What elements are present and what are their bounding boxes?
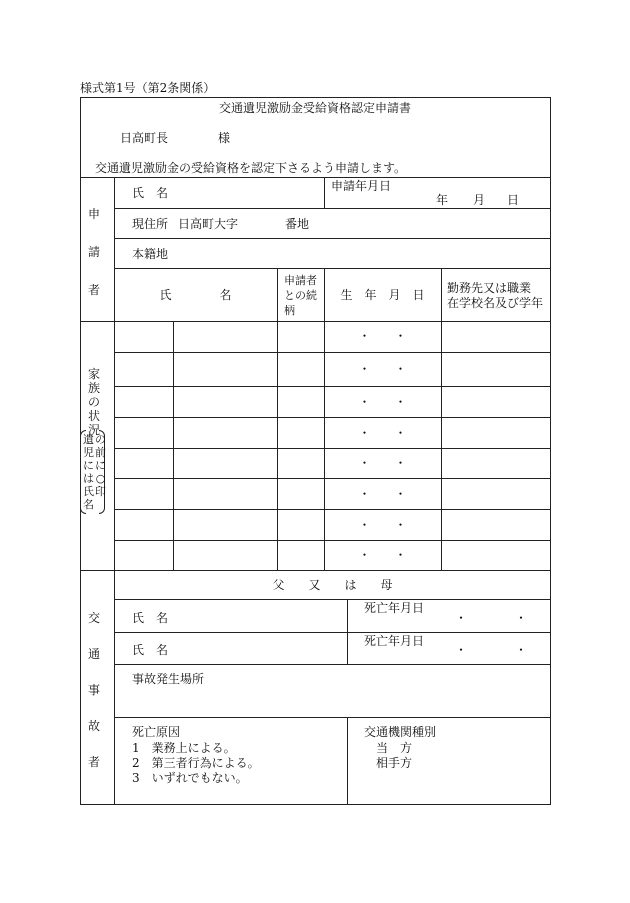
line-label-column [114, 177, 115, 805]
parent-1-name-label: 氏 名 [132, 611, 169, 625]
line-applicant-row1 [114, 208, 551, 209]
family-header-birth: 生 年 月 日 [340, 288, 425, 302]
parent-1-death-date: ・ ・ [455, 611, 528, 625]
accident-place-label: 事故発生場所 [132, 672, 205, 686]
line-applicant-row3 [114, 268, 551, 269]
form-number: 様式第1号（第2条関係） [80, 81, 216, 95]
domicile-label: 本籍地 [132, 247, 169, 261]
death-cause-1: 1 業務上による。 [132, 741, 236, 755]
family-header-name: 氏 名 [159, 288, 232, 302]
line-family-row2 [114, 386, 551, 387]
application-date-label: 申請年月日 [331, 179, 392, 193]
family-row-4-birth: ・ ・ [358, 426, 407, 440]
application-date-year: 年 [436, 193, 449, 207]
transport-type-label: 交通機関種別 [364, 725, 437, 739]
family-note-col1: 遺 児 に は 氏 名 [83, 433, 94, 511]
line-family-top [80, 321, 551, 322]
line-family-row4 [114, 448, 551, 449]
line-accident-row1 [114, 599, 551, 600]
line-accident-top [80, 570, 551, 571]
address-banchi: 番地 [285, 217, 310, 231]
line-accident-row3 [114, 664, 551, 665]
death-cause-label: 死亡原因 [132, 725, 181, 739]
family-section-label: 家 族 の 状 況 [88, 367, 101, 437]
family-row-6-birth: ・ ・ [358, 487, 407, 501]
line-col-work [441, 268, 442, 570]
addressee-honorific: 様 [218, 131, 231, 145]
application-date-day: 日 [507, 193, 520, 207]
addressee: 日高町長 [120, 131, 169, 145]
family-header-work: 勤務先又は職業 在学校名及び学年 [447, 281, 544, 310]
parent-2-death-date-label: 死亡年月日 [364, 634, 425, 648]
line-family-row1 [114, 352, 551, 353]
address-town: 日高町大字 [178, 217, 239, 231]
family-row-7-birth: ・ ・ [358, 518, 407, 532]
line-applicant-row2 [114, 238, 551, 239]
line-death-date-divider [347, 599, 348, 664]
family-row-1-birth: ・ ・ [358, 329, 407, 343]
parent-2-name-label: 氏 名 [132, 643, 169, 657]
death-cause-3: 3 いずれでもない。 [132, 771, 248, 785]
line-col-name-split [173, 321, 174, 570]
applicant-section-label: 申 請 者 [88, 207, 101, 297]
family-row-2-birth: ・ ・ [358, 362, 407, 376]
parent-1-death-date-label: 死亡年月日 [364, 601, 425, 615]
family-row-5-birth: ・ ・ [358, 456, 407, 470]
line-applicant-top [80, 177, 551, 178]
transport-option-own: 当 方 [376, 741, 413, 755]
line-family-row3 [114, 417, 551, 418]
line-family-row5 [114, 478, 551, 479]
transport-option-other: 相手方 [376, 756, 413, 770]
death-cause-2: 2 第三者行為による。 [132, 756, 260, 770]
request-sentence: 交通遺児激励金の受給資格を認定下さるよう申請します。 [95, 161, 407, 175]
line-family-row7 [114, 540, 551, 541]
address-label: 現住所 [132, 217, 169, 231]
family-row-3-birth: ・ ・ [358, 395, 407, 409]
line-accident-row4 [114, 717, 551, 718]
application-date-month: 月 [473, 193, 486, 207]
family-row-8-birth: ・ ・ [358, 548, 407, 562]
line-family-row6 [114, 509, 551, 510]
parent-header: 父 又 は 母 [272, 578, 393, 592]
line-date-divider [324, 177, 325, 208]
family-note-col2: の 前 に ○ 印 [95, 433, 106, 498]
family-header-relation: 申請者 との続 柄 [284, 274, 317, 317]
line-accident-row2 [114, 632, 551, 633]
applicant-name-label: 氏 名 [132, 186, 169, 200]
accident-section-label: 交 通 事 故 者 [88, 611, 101, 769]
line-col-relation [277, 268, 278, 570]
line-transport-divider [347, 717, 348, 805]
form-title: 交通遺児激励金受給資格認定申請書 [218, 101, 411, 115]
parent-2-death-date: ・ ・ [455, 643, 528, 657]
